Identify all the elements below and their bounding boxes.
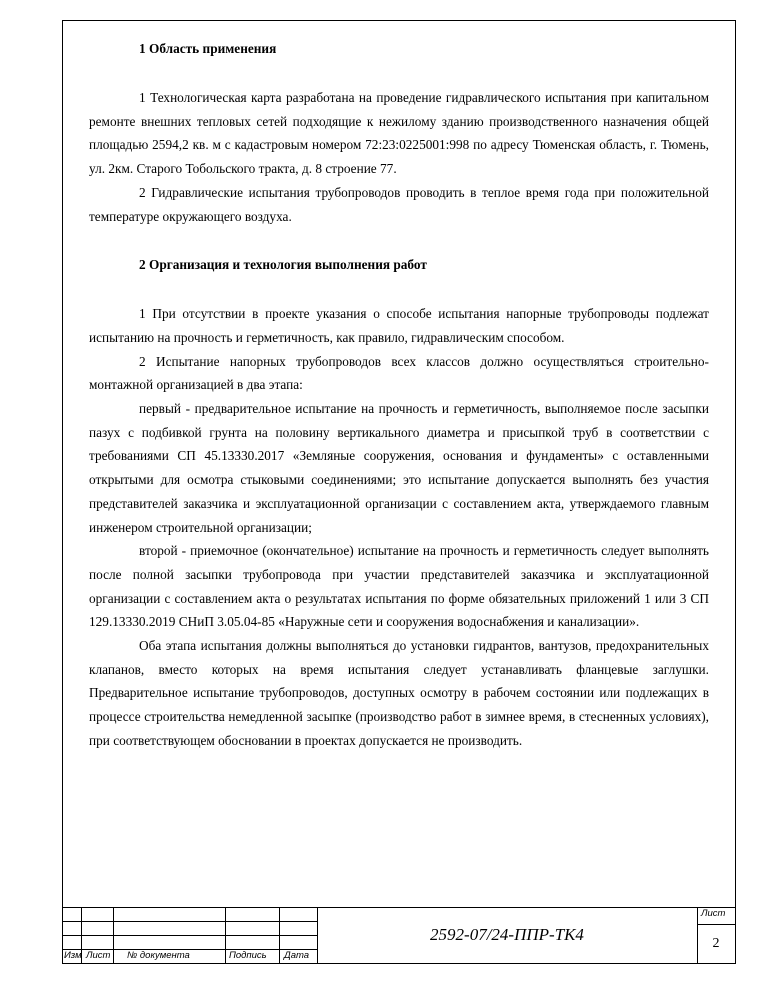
section-2-paragraph-1: 1 При отсутствии в проекте указания о способе испытания напорные трубопроводы подлежат испытанию на прочность и герметичность, как правило, гидравлическим способом. bbox=[89, 306, 709, 345]
document-sheet bbox=[62, 20, 736, 964]
section-2-paragraph-5: Оба этапа испытания должны выполняться до установки гидрантов, вантузов, предохранительных клапанов, вместо которых на время испытания следует устанавливать фланцевые заглушки. Предварительное испытание трубопроводов, доступных осмотру в рабочем состоянии или подлежащих в процессе строительства немедленной засыпке (производство работ в зимнее время, в стесненных условиях), при соответствующем обосновании в проектах допускается не производить. bbox=[89, 638, 709, 748]
document-number: 2592-07/24-ППР-ТК4 bbox=[430, 925, 584, 944]
section-1-title: 1 Область применения bbox=[139, 41, 277, 56]
stamp-col-doc: № документа bbox=[127, 950, 190, 961]
section-2-title: 2 Организация и технология выполнения работ bbox=[139, 257, 427, 273]
document-body bbox=[63, 21, 735, 753]
title-block-stamp bbox=[63, 907, 735, 963]
stamp-col-izm: Изм bbox=[64, 950, 82, 961]
section-2-paragraph-2: 2 Испытание напорных трубопроводов всех классов должно осуществляться строительно-монтажной организацией в два этапа: bbox=[89, 353, 709, 393]
section-2-paragraph-3: первый - предварительное испытание на прочность и герметичность, выполняемое после засыпки пазух с подбивкой грунта на половину вертикального диаметра и присыпкой труб в соответствии с требованиями СП 45.13330.2017 «Земляные сооружения, основания и фундаменты» с оставленными открытыми для осмотра стыковыми соединениями; это испытание допускается выполнять без участия представителей заказчика и эксплуатационной организации с составлением акта, утверждаемого главным инженером строительной организации; bbox=[89, 401, 709, 535]
section-2-paragraph-4: второй - приемочное (окончательное) испытание на прочность и герметичность следует выполнять после полной засыпки трубопровода при участии представителей заказчика и эксплуатационной организации с составлением акта о результатах испытания по форме обязательных приложений 1 или 3 СП 129.13330.2019 СНиП 3.05.04-85 «Наружные сети и сооружения водоснабжения и канализации». bbox=[89, 543, 709, 630]
stamp-col-date: Дата bbox=[284, 950, 310, 961]
sheet-number: 2 bbox=[712, 936, 720, 951]
stamp-col-sign: Подпись bbox=[229, 950, 267, 961]
stamp-col-list: Лист bbox=[86, 950, 111, 961]
section-1-paragraph-1: 1 Технологическая карта разработана на проведение гидравлического испытания при капитальном ремонте внешних тепловых сетей подходящие к нежилому зданию производственного назначения общей площадью 2594,2 кв. м с кадастровым номером 72:23:0225001:998 по адресу Тюменская область, г. Тюмень, ул. 2км. Старого Тобольского тракта, д. 8 строение 77. bbox=[89, 90, 709, 177]
sheet-label: Лист bbox=[701, 908, 726, 919]
section-1-paragraph-2: 2 Гидравлические испытания трубопроводов проводить в теплое время года при положительной температуре окружающего воздуха. bbox=[89, 184, 709, 224]
